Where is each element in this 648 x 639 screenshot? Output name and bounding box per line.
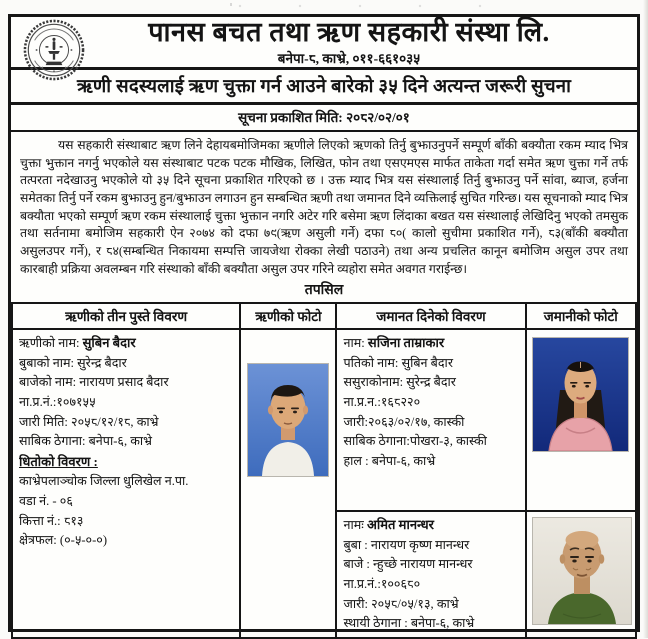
detail-line: बाजे : न्हुच्छे नारायण मानन्धर — [343, 557, 473, 572]
detail-line: बुबाको नाम: सुरेन्द्र बैदार — [19, 355, 127, 370]
guarantor2-name-label: नामः — [343, 518, 364, 533]
notice-body-paragraph: यस सहकारी संस्थाबाट ऋण लिने देहायबमोजिमका ऋणीले लिएको ऋणको तिर्नु बुझाउनुपर्ने सम्पूर्ण बाँकी बक्यौता रकम म्याद भित्र चुक्ता भुक्तान नगर्नु भएकोले यस संस्थाबाट पटक पटक मौखिक, लिखित, फोन तथा एसएमएस मार्फत ताकेता गर्दा समेत ऋण चुक्ता गर्ने तर्फ तत्परता नदेखाउनु भएकोले यो ३५ दिने सूचना प्रकाशित गरिएको छ । उक्त म्याद भित्र यस संस्थालाई तिर्नु बुझाउनु पर्ने सांवा, ब्याज, हर्जना समेतका तिर्नु पर्ने रकम बुझाउनु हुन/बुझाउन लगाउन हुन सम्बन्धित ऋणी तथा जमानत दिने व्यक्तिलाई सुचित गरिन्छ। यस सूचनाको म्याद भित्र बक्यौता भएको सम्पूर्ण ऋण रकम संस्थालाई चुक्ता भुक्तान नगरि अटेर गरि बसेमा ऋण लिंदाका बखत यस संस्थालाई लेखिदिनु भएको तमसुक तथा सर्तनामा बमोजिम सहकारी ऐन २०७४ को दफा ७९(ऋण असुली गर्ने) दफा ८०( कालो सुचीमा प्रकाशित गर्ने), ८३(बाँकी बक्यौता असुलउपर गर्ने), र ८४(सम्बन्धित निकायमा सम्पत्ति जायजेथा रोक्का लेखी पठाउने) तथा अन्य प्रचलित कानून बमोजिम असुल उपर तथा कारबाही प्रक्रिया अवलम्बन गरि संस्थाको बाँकी बक्यौता असुल उपर गरिने व्यहोरा समेत अवगत गराईन्छ। — [20, 138, 628, 276]
borrower-photo — [248, 364, 328, 476]
detail-line: ना.प्र.नं.:१००६८० — [343, 577, 421, 592]
cooperative-seal-logo — [23, 19, 85, 81]
borrower-name-label: ऋणीको नाम: — [19, 336, 80, 351]
table-row — [12, 329, 636, 511]
guarantor1-name-line — [343, 333, 518, 354]
detail-line: साबिक ठेगाना:पोखरा-३, कास्की — [343, 434, 487, 449]
collateral-detail-lines — [19, 472, 233, 551]
scan-edge-shading — [643, 0, 648, 638]
borrower-name: सुबिन बैदार — [82, 335, 136, 351]
guarantor2-details-cell — [336, 511, 525, 638]
detail-line: साबिक ठेगाना: बनेपा-६, काभ्रे — [19, 434, 153, 449]
guarantor1-photo — [533, 338, 628, 451]
detail-line: क्षेत्रफल: (०-५-०-०) — [19, 533, 108, 548]
col-header-borrower-photo: ऋणीको फोटो — [240, 303, 336, 329]
borrower-detail-lines — [19, 354, 233, 452]
guarantor1-photo-cell — [526, 329, 636, 511]
guarantor2-photo — [533, 518, 631, 624]
guarantor1-name: सजिना ताम्राकार — [367, 335, 445, 351]
guarantor1-name-label: नाम: — [343, 336, 365, 351]
guarantor1-details-cell — [336, 329, 525, 511]
detail-line: जारी:२०६३/०२/१७, कास्की — [343, 414, 465, 429]
guarantor2-name-line — [343, 515, 518, 536]
notice-body-section — [11, 132, 637, 302]
detail-line: कित्ता नं.: ८१३ — [19, 513, 84, 528]
detail-line: बुबा : नारायण कृष्ण मानन्धर — [343, 537, 470, 552]
guarantor1-detail-lines — [343, 354, 518, 472]
tapasil-heading: तपसिल — [304, 283, 344, 299]
col-header-guarantor-photo: जमानीको फोटो — [526, 303, 636, 329]
borrower-name-line — [19, 333, 233, 354]
cropped-text-remnant — [230, 3, 490, 9]
detail-line: ससुराकोनाम: सुरेन्द्र बैदार — [343, 375, 456, 390]
guarantor2-name: अमित मानन्धर — [366, 517, 434, 533]
detail-line: स्थायी ठेगाना : बनेपा-६, काभ्रे — [343, 616, 475, 631]
col-header-guarantor-details: जमानत दिनेको विवरण — [336, 303, 525, 329]
borrower-details-cell — [12, 329, 240, 638]
details-table — [11, 302, 637, 639]
document-header — [11, 17, 637, 70]
col-header-borrower-details: ऋणीको तीन पुस्ते विवरण — [12, 303, 240, 329]
detail-line: बाजेको नाम: नारायण प्रसाद बैदार — [19, 375, 169, 390]
organization-name: पानस बचत तथा ऋण सहकारी संस्था लि. — [148, 17, 550, 47]
organization-address: बनेपा-८, काभ्रे, ०११-६६१०३५ — [277, 51, 421, 67]
detail-line: काभ्रेपलाञ्चोक जिल्ला धुलिखेल न.पा. — [19, 474, 189, 489]
detail-line: जारी मिति: २०५८/१२/१८, काभ्रे — [19, 414, 159, 429]
detail-line: हाल : बनेपा-६, काभ्रे — [343, 454, 436, 469]
collateral-heading: धितोको विवरण : — [19, 454, 98, 470]
notice-title: ऋणी सदस्यलाई ऋण चुक्ता गर्न आउने बारेको ३५ दिने अत्यन्त जरूरी सुचना — [11, 70, 637, 105]
detail-line: जारी: २०५८/०५/१३, काभ्रे — [343, 596, 459, 611]
published-date: सूचना प्रकाशित मिति: २०८२/०२/०१ — [11, 105, 637, 132]
guarantor2-detail-lines — [343, 536, 518, 634]
detail-line: ना.प्र.न.:१६८२२० — [343, 395, 421, 410]
notice-document — [8, 14, 640, 632]
borrower-photo-cell — [240, 329, 336, 638]
oil-lamp-emblem — [45, 38, 62, 65]
detail-line: ना.प्र.नं.:१०७१५५ — [19, 395, 96, 410]
detail-line: वडा नं. - ०६ — [19, 493, 73, 508]
guarantor2-photo-cell — [526, 511, 636, 638]
table-header-row — [12, 303, 636, 329]
detail-line: पतिको नाम: सुबिन बैदार — [343, 355, 453, 370]
